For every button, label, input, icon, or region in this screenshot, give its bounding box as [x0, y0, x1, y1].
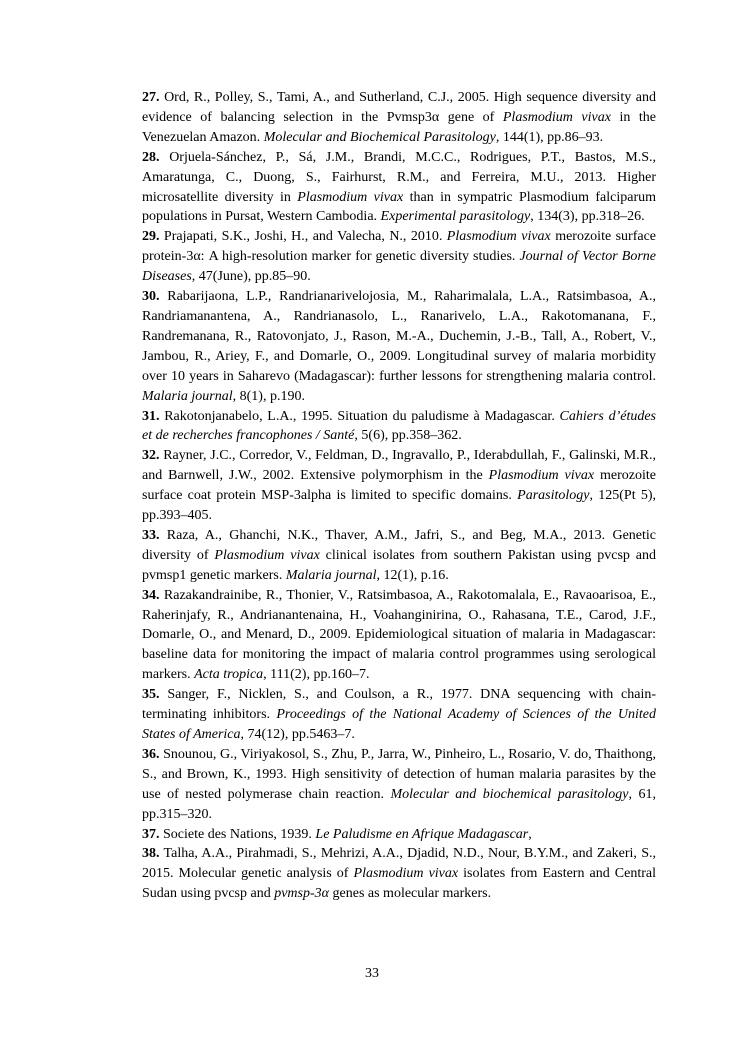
reference-number: 33. [142, 527, 160, 543]
reference-text: isolates from Eastern and Central Sudan using pvcsp and [142, 866, 657, 902]
reference-text: Prajapati, S.K., Joshi, H., and Valecha, N., 2010. [159, 229, 447, 245]
reference-italic-text: Plasmodium vivax [502, 109, 611, 125]
reference-text: Ord, R., Polley, S., Tami, A., and Sutherland, C.J., 2005. High sequence diversity and evidence of balancing selection in the Pvmsp3α gene of [142, 90, 656, 125]
reference-italic-text: Le Paludisme en Afrique Madagascar [315, 826, 529, 842]
reference-entry [142, 745, 656, 825]
reference-number: 32. [142, 448, 160, 464]
reference-text: , 134(3), pp.318–26. [530, 209, 645, 225]
reference-text: , 8(1), p.190. [232, 388, 305, 404]
reference-number: 30. [142, 289, 160, 305]
reference-number: 31. [142, 408, 160, 424]
reference-text: Rabarijaona, L.P., Randrianarivelojosia, M., Raharimalala, L.A., Ratsimbasoa, A., Randriamanantena, A., Randrianasolo, L., Ranarivelo, L.A., Rakotomanana, F., Randremanana, R., Ratovonjato, J., Rason, M.-A., Duchemin, J.-B., Tall, A., Robert, V., Jambou, R., Ariey, F., and Domarle, O., 2009. Longitudinal survey of malaria morbidity over 10 years in Saharevo (Madagascar): further lessons for strengthening malaria control. [142, 289, 656, 384]
reference-number: 29. [142, 229, 160, 245]
reference-entry [142, 446, 656, 526]
reference-text: , 125(Pt 5), pp.393–405. [142, 488, 657, 524]
reference-text: genes as molecular markers. [329, 886, 492, 902]
reference-text: Societe des Nations, 1939. [159, 826, 316, 842]
reference-number: 37. [142, 826, 160, 842]
reference-text: Talha, A.A., Pirahmadi, S., Mehrizi, A.A., Djadid, N.D., Nour, B.Y.M., and Zakeri, S., 2015. Molecular genetic analysis of [142, 846, 656, 882]
reference-italic-text: Proceedings of the National Academy of Sciences of the United States of America [142, 707, 656, 742]
reference-italic-text: Malaria journal [142, 388, 233, 404]
reference-entry [142, 148, 656, 228]
reference-text: merozoite surface coat protein MSP-3alpha is limited to specific domains. [142, 468, 656, 504]
reference-text: , 12(1), p.16. [376, 567, 449, 583]
reference-text: Sanger, F., Nicklen, S., and Coulson, a R., 1977. DNA sequencing with chain-terminating inhibitors. [142, 687, 656, 723]
reference-text: clinical isolates from southern Pakistan using pvcsp and pvmsp1 genetic markers. [142, 547, 657, 583]
reference-entry [142, 407, 656, 447]
reference-italic-text: Plasmodium vivax [446, 229, 551, 245]
reference-entry [142, 526, 656, 586]
reference-entry [142, 88, 656, 148]
reference-number: 28. [142, 149, 160, 165]
reference-italic-text: Molecular and Biochemical Parasitology [263, 129, 496, 145]
reference-text: than in sympatric Plasmodium falciparum populations in Pursat, Western Cambodia. [142, 189, 657, 225]
reference-text: Rayner, J.C., Corredor, V., Feldman, D., Ingravallo, P., Iderabdullah, F., Galinski, M.R., and Barnwell, J.W., 2002. Extensive polymorphism in the [142, 448, 656, 484]
reference-italic-text: Plasmodium vivax [297, 189, 404, 205]
reference-text: , 47(June), pp.85–90. [191, 269, 311, 285]
reference-italic-text: Plasmodium vivax [214, 547, 320, 563]
reference-text: , 144(1), pp.86–93. [495, 129, 604, 145]
reference-entry [142, 844, 656, 904]
reference-number: 38. [142, 846, 160, 862]
reference-text: , [528, 826, 532, 842]
reference-text: in the Venezuelan Amazon. [142, 109, 656, 145]
reference-text: , 5(6), pp.358–362. [354, 428, 462, 444]
reference-italic-text: Cahiers d’études et de recherches francophones / Santé [142, 408, 656, 444]
reference-text: Snounou, G., Viriyakosol, S., Zhu, P., Jarra, W., Pinheiro, L., Rosario, V. do, Thaithong, S., and Brown, K., 1993. High sensitivity of detection of human malaria parasites by the use of nested polymerase chain reaction. [142, 746, 656, 802]
reference-text: , 74(12), pp.5463–7. [240, 727, 355, 742]
reference-number: 34. [142, 587, 160, 603]
reference-entry [142, 287, 656, 406]
reference-italic-text: Malaria journal [285, 567, 377, 583]
reference-italic-text: Experimental parasitology [380, 209, 531, 225]
reference-text: merozoite surface protein-3α: A high-resolution marker for genetic diversity studies. [142, 229, 657, 265]
reference-italic-text: Parasitology [517, 488, 590, 504]
reference-text: Razakandrainibe, R., Thonier, V., Ratsimbasoa, A., Rakotomalala, E., Ravaoarisoa, E., Raherinjafy, R., Andrianantenaina, H., Voahanginirina, O., Rahasana, T.E., Carod, J.F., Domarle, O., and Menard, D., 2009. Epidemiological situation of malaria in Madagascar: baseline data for monitoring the impact of malaria control programmes using serological markers. [142, 587, 656, 683]
reference-entry [142, 825, 656, 845]
reference-number: 27. [142, 90, 160, 105]
reference-italic-text: Molecular and biochemical parasitology [390, 786, 629, 802]
reference-italic-text: Plasmodium vivax [488, 468, 595, 484]
reference-text: Raza, A., Ghanchi, N.K., Thaver, A.M., Jafri, S., and Beg, M.A., 2013. Genetic diversity of [142, 527, 656, 563]
reference-italic-text: Journal of Vector Borne Diseases [142, 249, 656, 285]
reference-italic-text: pvmsp-3α [274, 886, 330, 902]
reference-entry [142, 586, 656, 686]
reference-entry [142, 685, 656, 745]
reference-number: 35. [142, 687, 160, 703]
reference-text: , 61, pp.315–320. [142, 786, 656, 822]
reference-text: Rakotonjanabelo, L.A., 1995. Situation du paludisme à Madagascar. [159, 408, 560, 424]
reference-italic-text: Acta tropica [194, 667, 264, 683]
reference-text: Orjuela-Sánchez, P., Sá, J.M., Brandi, M.C.C., Rodrigues, P.T., Bastos, M.S., Amaratunga, C., Duong, S., Fairhurst, R.M., and Ferreira, M.U., 2013. Higher microsatellite diversity in [142, 149, 656, 205]
reference-number: 36. [142, 746, 160, 762]
reference-text: , 111(2), pp.160–7. [263, 667, 370, 683]
reference-list [142, 88, 656, 904]
reference-italic-text: Plasmodium vivax [353, 866, 459, 882]
reference-entry [142, 227, 656, 287]
page-number: 33 [365, 966, 379, 981]
